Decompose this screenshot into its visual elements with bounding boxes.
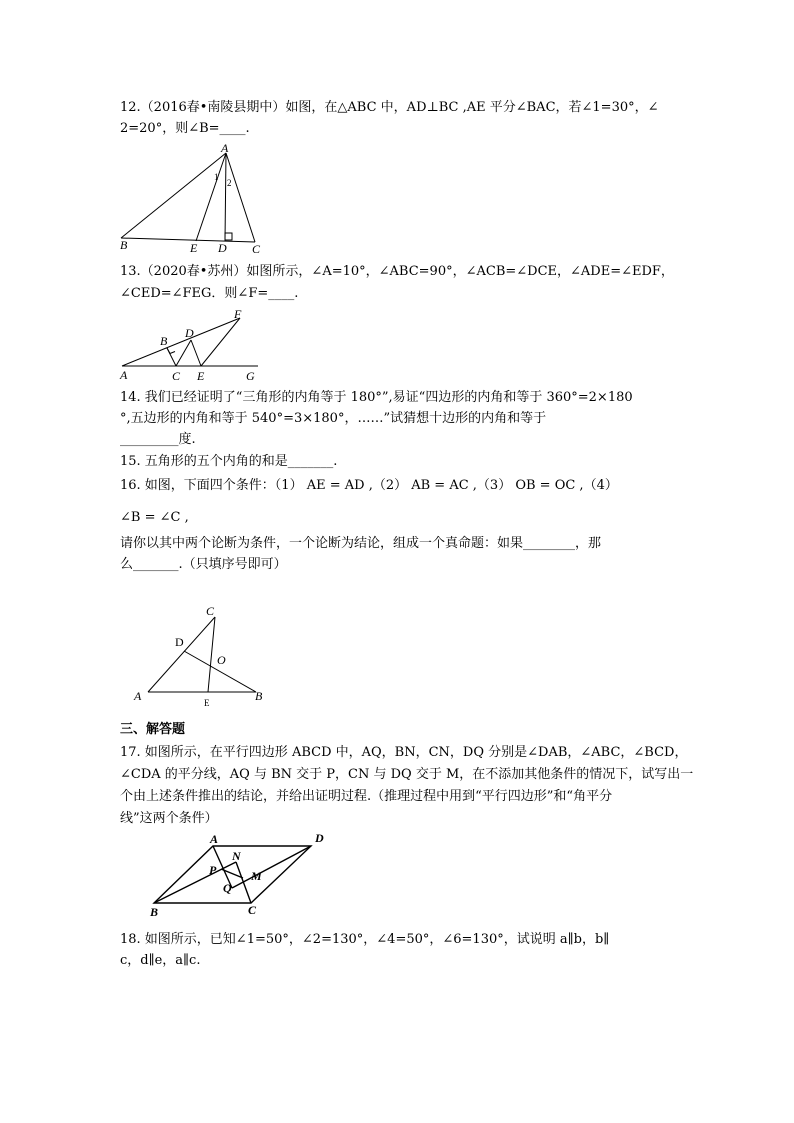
q14-text-line2: °,五边形的内角和等于 540°=3×180°，……”试猜想十边形的内角和等于 bbox=[120, 411, 547, 426]
q16-label-O: O bbox=[217, 653, 226, 667]
q12-angle-2: 2 bbox=[227, 178, 232, 188]
q13-figure bbox=[114, 306, 264, 384]
q16-label-B: B bbox=[255, 689, 263, 703]
q13-text-line1: 13.（2020春•苏州）如图所示，∠A=10°，∠ABC=90°，∠ACB=∠DCE，∠ADE=∠EDF， bbox=[120, 264, 674, 279]
q15-text-line1: 15. 五角形的五个内角的和是_______. bbox=[120, 454, 338, 469]
q13-label-C: C bbox=[172, 369, 181, 383]
q13-label-F: F bbox=[234, 307, 242, 321]
section3-heading: 三、解答题 bbox=[120, 722, 186, 737]
q12-label-D: D bbox=[218, 241, 227, 255]
q18-text-line1: 18. 如图所示，已知∠1=50°，∠2=130°，∠4=50°，∠6=130°，试说明 a∥b，b∥ bbox=[120, 932, 610, 947]
q12-text-line1: 12.（2016春•南陵县期中）如图，在△ABC 中，AD⊥BC ,AE 平分∠BAC，若∠1=30°，∠ bbox=[120, 100, 659, 115]
q16-text-line4: 么_______.（只填序号即可） bbox=[120, 557, 287, 572]
q17-label-A: A bbox=[210, 832, 219, 846]
q12-text-line2: 2=20°，则∠B=____. bbox=[120, 121, 250, 136]
q17-label-Q: Q bbox=[223, 881, 232, 895]
q17-text-line2: ∠CDA 的平分线，AQ 与 BN 交于 P，CN 与 DQ 交于 M，在不添加其他条件的情况下，试写出一 bbox=[120, 767, 694, 782]
q17-label-M: M bbox=[251, 869, 262, 883]
q13-label-D: D bbox=[185, 326, 194, 340]
q16-label-A: A bbox=[134, 689, 142, 703]
q17-label-D: D bbox=[315, 831, 324, 845]
q17-text-line1: 17. 如图所示，在平行四边形 ABCD 中，AQ，BN，CN，DQ 分别是∠DAB，∠ABC，∠BCD， bbox=[120, 745, 688, 760]
q16-text-line2: ∠B = ∠C , bbox=[120, 510, 189, 525]
q18-text-line2: c，d∥e，a∥c. bbox=[120, 953, 201, 968]
q12-label-A: A bbox=[221, 142, 229, 155]
q13-label-B: B bbox=[160, 334, 168, 348]
q12-label-B: B bbox=[120, 238, 128, 252]
q14-text-line3: _________度. bbox=[120, 432, 196, 447]
q13-label-A: A bbox=[120, 368, 128, 382]
q12-label-C: C bbox=[252, 242, 261, 256]
q12-angle-1: 1 bbox=[214, 172, 219, 182]
q17-text-line4: 线”这两个条件） bbox=[120, 811, 218, 826]
q12-label-E: E bbox=[190, 241, 198, 255]
q17-label-B: B bbox=[150, 905, 159, 919]
q17-label-P: P bbox=[209, 863, 217, 877]
q17-label-C: C bbox=[248, 903, 257, 917]
q17-label-N: N bbox=[232, 849, 241, 863]
q17-text-line3: 个由上述条件推出的结论，并给出证明过程.（推理过程中用到“平行四边形”和“角平分 bbox=[120, 789, 613, 804]
q16-label-D: D bbox=[175, 635, 184, 649]
q16-text-line1: 16. 如图，下面四个条件：（1） AE = AD ,（2） AB = AC ,（3） OB = OC ,（4） bbox=[120, 478, 618, 493]
q16-text-line3: 请你以其中两个论断为条件，一个论断为结论，组成一个真命题：如果________，那 bbox=[120, 536, 602, 551]
q16-figure bbox=[128, 600, 268, 712]
q17-figure bbox=[140, 828, 330, 920]
q16-label-E: E bbox=[204, 698, 210, 708]
q13-label-G: G bbox=[246, 369, 255, 383]
q13-label-E: E bbox=[197, 369, 205, 383]
q12-figure bbox=[110, 142, 280, 256]
q16-label-C: C bbox=[206, 604, 215, 618]
q13-text-line2: ∠CED=∠FEG．则∠F=____. bbox=[120, 286, 299, 301]
q14-text-line1: 14. 我们已经证明了“三角形的内角等于 180°”,易证“四边形的内角和等于 360°=2×180 bbox=[120, 390, 633, 405]
